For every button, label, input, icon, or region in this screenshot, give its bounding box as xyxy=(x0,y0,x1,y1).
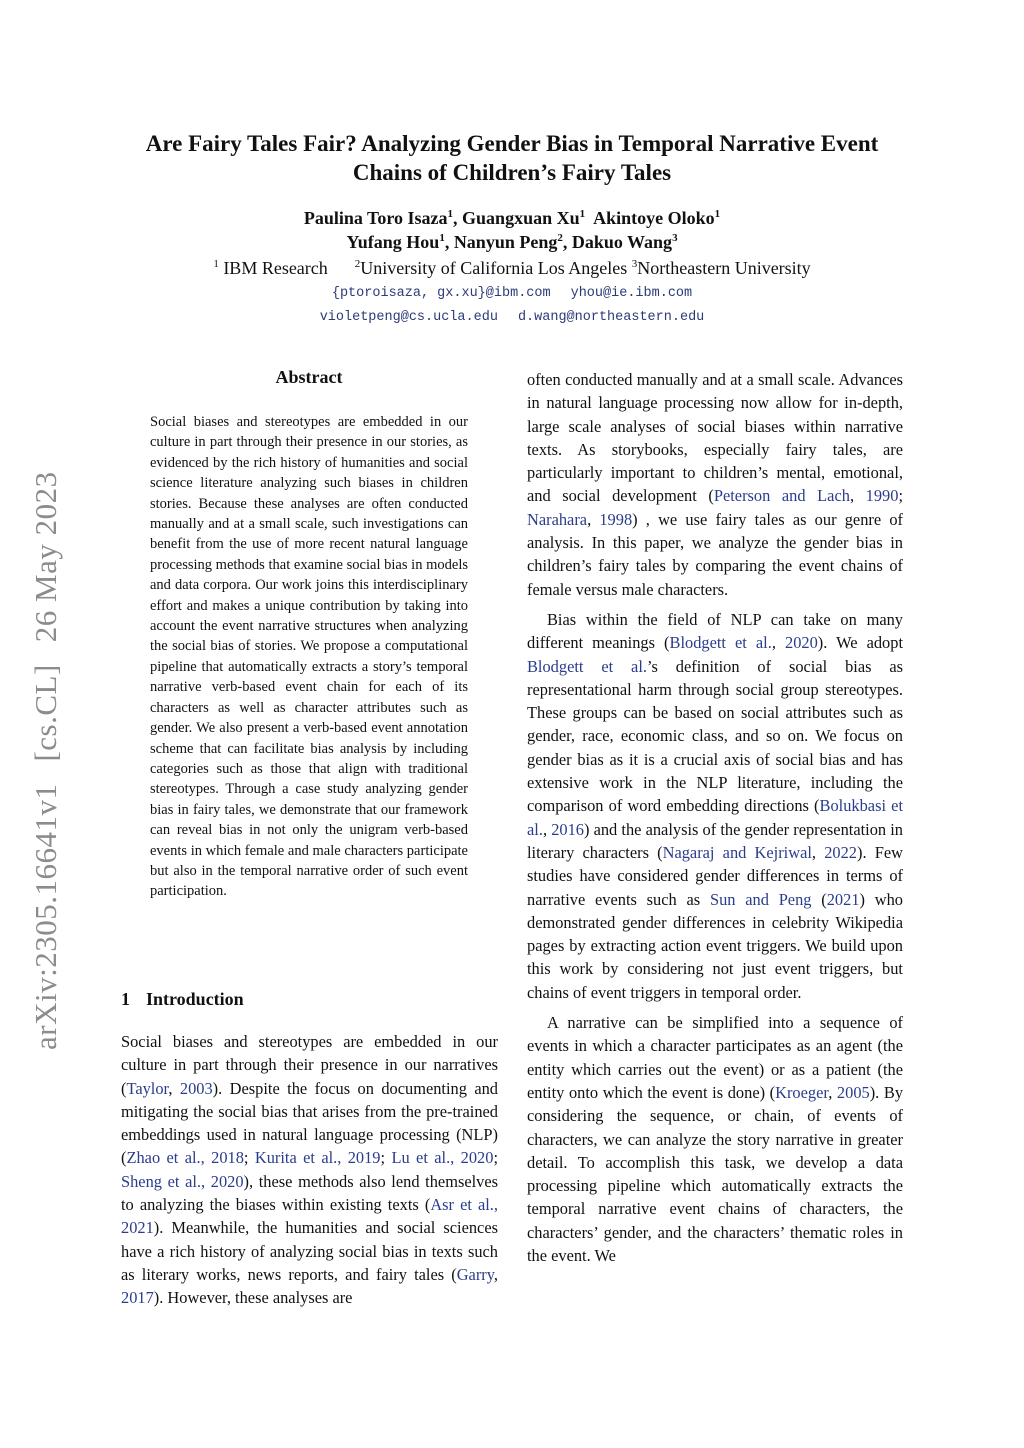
email-line-2 xyxy=(100,310,924,325)
intro-paragraph-3: A narrative can be simplified into a sequence of events in which a character participates as an agent (the entity which carries out the event) or as a patient (the entity onto which the event is done) (Kroeger, 2005). By considering the sequence, or chain, of events of characters, we can analyze the story narrative in greater detail. To accomplish this task, we develop a data processing pipeline which automatically extracts the temporal narrative event chains of characters, the characters’ gender, and the characters’ thematic roles in the event. We xyxy=(527,1013,904,1265)
intro-paragraph-1-continued: often conducted manually and at a small scale. Advances in natural language processing now allow for in-depth, large scale analyses of social biases within narrative texts. As storybooks, especially fairy tales, are particularly important to children’s mental, emotional, and social development (Peterson and Lach, 1990; Narahara, 1998) , we use fairy tales as our genre of analysis. In this paper, we analyze the gender bias in children’s fairy tales by comparing the event chains of female versus male characters. xyxy=(527,370,903,599)
citation-link[interactable]: 1998 xyxy=(599,509,633,529)
citation-link[interactable]: Nagaraj and Kejriwal xyxy=(662,842,812,862)
citation-link[interactable]: Kurita et al., 2019 xyxy=(254,1148,381,1168)
affiliation: University of California Los Angeles xyxy=(360,258,628,278)
citation-link[interactable]: Asr et al., 2021 xyxy=(121,1195,498,1238)
citation-link[interactable]: Zhao et al., 2018 xyxy=(126,1148,244,1168)
author-affil-mark: 1 xyxy=(579,208,586,220)
citation-link[interactable]: 2021 xyxy=(826,889,860,909)
title-line-1: Are Fairy Tales Fair? Analyzing Gender Bias in Temporal Narrative Event xyxy=(145,131,879,156)
arxiv-date: 26 May 2023 xyxy=(28,471,63,643)
citation-link[interactable]: 2022 xyxy=(824,842,857,862)
author-affil-mark: 1 xyxy=(439,232,445,244)
citation-link[interactable]: 2005 xyxy=(836,1082,870,1102)
citation-link[interactable]: Sheng et al., 2020 xyxy=(121,1171,244,1191)
author-name: Akintoye Oloko xyxy=(593,208,715,228)
citation-link[interactable]: Kroeger xyxy=(775,1082,829,1102)
arxiv-id: arXiv:2305.16641v1 xyxy=(28,783,63,1050)
title-line-2: Chains of Children’s Fairy Tales xyxy=(352,160,672,185)
affil-mark: 2 xyxy=(354,258,361,270)
author-line-1: Paulina Toro Isaza$^1$, Guangxuan Xu$^1$ Akintoye Oloko$^1$ xyxy=(303,208,721,228)
email-address[interactable]: d.wang@northeastern.edu xyxy=(517,310,705,325)
section-title: Introduction xyxy=(146,989,244,1009)
author-name: Guangxuan Xu xyxy=(462,208,580,228)
citation-link[interactable]: 1990 xyxy=(865,486,899,506)
citation-link[interactable]: Narahara xyxy=(527,509,588,529)
author-line-2: Yufang Hou$^1$, Nanyun Peng$^2$, Dakuo Wang$^3$ xyxy=(346,232,678,252)
author-list xyxy=(100,206,924,254)
citation-link[interactable]: Lu et al., 2020 xyxy=(391,1148,494,1168)
section-number: 1 xyxy=(121,989,130,1009)
citation-link[interactable]: 2016 xyxy=(551,819,584,839)
intro-paragraph-2: Bias within the field of NLP can take on many different meanings (Blodgett et al., 2020). We adopt Blodgett et al.’s definition of social bias as representational harm through social group stereotypes. These groups can be based on social attributes such as gender, race, economic class, and so on. We focus on gender bias as it is a crucial axis of social bias and has extensive work in the NLP literature, including the comparison of word embedding directions (Bolukbasi et al., 2016) and the analysis of the gender representation in literary characters (Nagaraj and Kejriwal, 2022). Few studies have considered gender differences in terms of narrative events such as Sun and Peng (2021) who demonstrated gender differences in celebrity Wikipedia pages by extracting action event triggers. We build upon this work by considering not just event triggers, but chains of event triggers in temporal order. xyxy=(527,609,904,1002)
citation-link[interactable]: 2020 xyxy=(785,633,818,653)
email-address[interactable]: {ptoroisaza, gx.xu}@ibm.com xyxy=(331,286,551,301)
citation-link[interactable]: Bolukbasi et al. xyxy=(527,796,903,839)
abstract-heading: Abstract xyxy=(275,367,343,387)
paper-title xyxy=(100,129,924,187)
email-address[interactable]: violetpeng@cs.ucla.edu xyxy=(319,310,498,325)
affil-mark: 1 xyxy=(213,258,219,270)
author-name: Paulina Toro Isaza xyxy=(303,208,448,228)
email-address[interactable]: yhou@ie.ibm.com xyxy=(570,286,693,301)
author-affil-mark: 3 xyxy=(672,232,678,244)
citation-link[interactable]: 2003 xyxy=(179,1078,213,1098)
citation-link[interactable]: Blodgett et al. xyxy=(527,656,647,676)
author-name: Dakuo Wang xyxy=(571,232,673,252)
introduction-heading xyxy=(121,989,244,1010)
citation-link[interactable]: 2017 xyxy=(121,1288,154,1308)
author-affil-mark: 1 xyxy=(714,208,721,220)
intro-paragraph-1: Social biases and stereotypes are embedded in our culture in part through their presence in our narratives (Taylor, 2003). Despite the focus on documenting and mitigating the social bias that arises from the pre-trained embeddings used in natural language processing (NLP) (Zhao et al., 2018; Kurita et al., 2019; Lu et al., 2020; Sheng et al., 2020), these methods also lend themselves to analyzing the biases within existing texts (Asr et al., 2021). Meanwhile, the humanities and social sciences have a rich history of analyzing social bias in texts such as literary works, news reports, and fairy tales (Garry, 2017). However, these analyses are xyxy=(121,1032,498,1308)
right-column xyxy=(527,368,903,1274)
citation-link[interactable]: Sun and Peng xyxy=(709,889,812,909)
arxiv-identifier xyxy=(28,449,64,1050)
affiliations xyxy=(100,256,924,280)
citation-link[interactable]: Blodgett et al. xyxy=(669,633,772,653)
affiliation: IBM Research xyxy=(223,258,328,278)
citation-link[interactable]: Garry xyxy=(456,1264,494,1284)
author-affil-mark: 1 xyxy=(447,208,454,220)
citation-link[interactable]: Peterson and Lach xyxy=(713,486,850,506)
citation-link[interactable]: Taylor xyxy=(126,1078,169,1098)
author-name: Nanyun Peng xyxy=(453,232,558,252)
affiliation: Northeastern University xyxy=(637,258,811,278)
arxiv-category: [cs.CL] xyxy=(28,664,63,762)
author-affil-mark: 2 xyxy=(557,232,563,244)
email-line-1 xyxy=(100,286,924,301)
abstract-text: Social biases and stereotypes are embedded in our culture in part through their presence in our stories, as evidenced by the rich history of humanities and social science literature analyzing such biases in children stories. Because these analyses are often conducted manually and at a small scale, such investigations can benefit from the use of more recent natural language processing methods that examine social bias in models and data corpora. Our work joins this interdisciplinary effort and makes a unique contribution by taking into account the event narrative structures when analyzing the social bias of stories. We propose a computational pipeline that automatically extracts a story’s temporal narrative verb-based event chain for each of its characters as well as character attributes such as gender. We also present a verb-based event annotation scheme that can facilitate bias analysis by including categories such as those that align with traditional stereotypes. Through a case study analyzing gender bias in fairy tales, we demonstrate that our framework can reveal bias in not only the unigram verb-based events in which female and male characters participate but also in the temporal narrative order of such event participation. xyxy=(150,414,468,900)
affil-mark: 3 xyxy=(631,258,638,270)
author-name: Yufang Hou xyxy=(346,232,440,252)
